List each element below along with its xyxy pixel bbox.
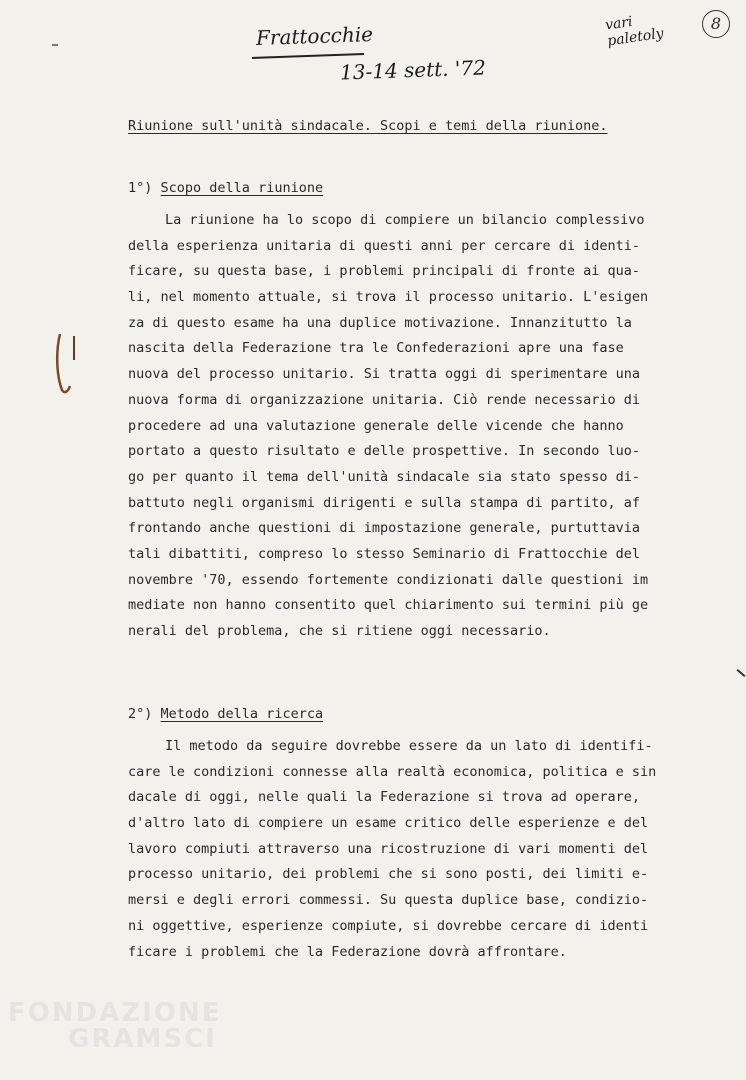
handwritten-corner-note: vari paletoly: [604, 13, 665, 50]
handwritten-place-underline: [252, 53, 364, 59]
text-line: go per quanto il tema dell'unità sindacale sia stato spesso di-: [128, 468, 641, 485]
stray-mark: [52, 44, 58, 46]
watermark: [8, 1000, 221, 1052]
document-title: Riunione sull'unità sindacale. Scopi e temi della riunione.: [128, 118, 608, 134]
section-1-paragraph: [128, 208, 698, 645]
text-line: care le condizioni connesse alla realtà economica, politica e sin: [128, 763, 657, 780]
handwritten-place: Frattocchie: [255, 21, 374, 51]
text-line: za di questo esame ha una duplice motivazione. Innanzitutto la: [128, 314, 632, 331]
text-line: ficare i problemi che la Federazione dovrà affrontare.: [128, 943, 567, 960]
section-2-heading: [128, 706, 323, 722]
text-line: dacale di oggi, nelle quali la Federazione si trova ad operare,: [128, 789, 641, 806]
text-line: li, nel momento attuale, si trova il processo unitario. L'esigen: [128, 289, 649, 306]
text-line: frontando anche questioni di impostazione generale, purtuttavia: [128, 520, 641, 537]
text-line: nascita della Federazione tra le Confederazioni apre una fase: [128, 340, 624, 357]
section-1-heading: [128, 180, 323, 196]
text-line: nuova del processo unitario. Si tratta oggi di sperimentare una: [128, 366, 641, 383]
text-line: Il metodo da seguire dovrebbe essere da un lato di identifi-: [165, 738, 653, 754]
text-line: ficare, su questa base, i problemi principali di fronte ai qua-: [128, 263, 641, 280]
text-line: procedere ad una valutazione generale delle vicende che hanno: [128, 417, 624, 434]
section-2-paragraph: [128, 734, 698, 965]
text-line: nuova forma di organizzazione unitaria. Ciò rende necessario di: [128, 391, 641, 408]
text-line: La riunione ha lo scopo di compiere un bilancio complessivo: [165, 212, 645, 228]
text-line: nerali del problema, che si ritiene oggi necessario.: [128, 623, 551, 639]
page-number-circle: 8: [702, 10, 730, 38]
watermark-line-2: GRAMSCI: [68, 1024, 217, 1054]
text-line: della esperienza unitaria di questi anni per cercare di identi-: [128, 237, 641, 254]
stray-edge-mark: [737, 669, 746, 677]
text-line: mediate non hanno consentito quel chiarimento sui termini più ge: [128, 597, 649, 614]
section-1-number: 1°): [128, 180, 153, 196]
text-line: novembre '70, essendo fortemente condizionati dalle questioni im: [128, 571, 649, 588]
text-line: mersi e degli errori commessi. Su questa duplice base, condizio-: [128, 892, 649, 909]
watermark-line-1: FONDAZIONE: [8, 998, 222, 1028]
text-line: tali dibattiti, compreso lo stesso Seminario di Frattocchie del: [128, 545, 641, 562]
text-line: ni oggettive, esperienze compiute, si dovrebbe cercare di identi: [128, 917, 649, 934]
section-2-title: Metodo della ricerca: [160, 706, 324, 722]
section-1-title: Scopo della riunione: [160, 180, 324, 196]
text-line: processo unitario, dei problemi che si sono posti, dei limiti e-: [128, 866, 649, 883]
text-line: d'altro lato di compiere un esame critico delle esperienze e del: [128, 815, 649, 832]
text-line: lavoro compiuti attraverso una ricostruzione di vari momenti del: [128, 840, 649, 857]
text-line: battuto negli organismi dirigenti e sulla stampa di partito, af: [128, 494, 641, 511]
handwritten-date: 13-14 sett. '72: [339, 55, 487, 85]
margin-bracket-mark: [52, 330, 78, 396]
text-line: portato a questo risultato e delle prospettive. In secondo luo-: [128, 443, 641, 460]
section-2-number: 2°): [128, 706, 153, 722]
